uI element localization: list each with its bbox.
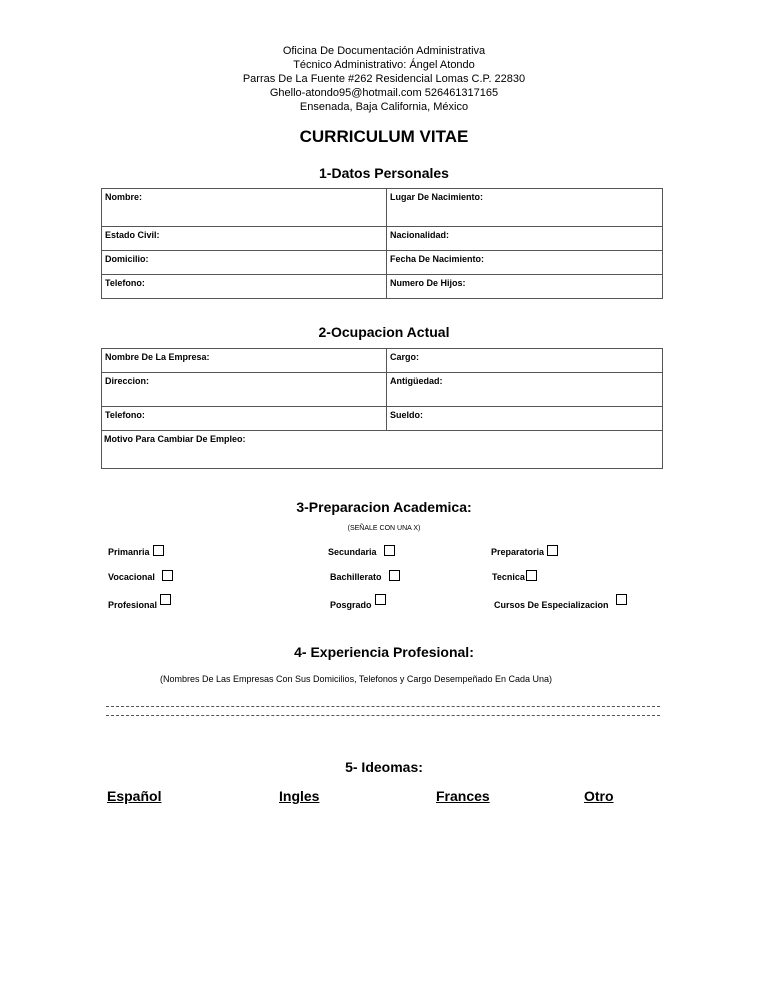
option-cursos	[494, 594, 627, 610]
checkbox-posgrado[interactable]	[375, 594, 386, 605]
option-primaria	[108, 545, 164, 557]
field-telefono-empresa[interactable]: Telefono:	[102, 407, 387, 431]
field-antiguedad[interactable]: Antigüedad:	[387, 373, 663, 407]
checkbox-primaria[interactable]	[153, 545, 164, 556]
field-motivo-cambio[interactable]: Motivo Para Cambiar De Empleo:	[102, 431, 663, 469]
language-otro: Otro	[584, 788, 614, 804]
field-nacionalidad[interactable]: Nacionalidad:	[387, 227, 663, 251]
contact-info: Ghello-atondo95@hotmail.com 526461317165	[269, 87, 499, 99]
office-name: Oficina De Documentación Administrativa	[282, 45, 486, 57]
technician-name: Técnico Administrativo: Ángel Atondo	[293, 59, 475, 71]
option-posgrado-label: Posgrado	[330, 600, 372, 610]
occupation-table	[101, 348, 663, 469]
checkbox-cursos[interactable]	[616, 594, 627, 605]
personal-data-table	[101, 188, 663, 299]
section-heading-education: 3-Preparacion Academica:	[296, 499, 472, 515]
field-cargo[interactable]: Cargo:	[387, 349, 663, 373]
option-vocacional	[108, 570, 173, 582]
language-ingles: Ingles	[279, 788, 320, 804]
section-heading-occupation: 2-Ocupacion Actual	[318, 324, 450, 340]
option-profesional-label: Profesional	[108, 600, 158, 610]
instruction-mark-x: (SEÑALE CON UNA X)	[347, 525, 421, 532]
field-fecha-nacimiento[interactable]: Fecha De Nacimiento:	[387, 251, 663, 275]
option-bachillerato-label: Bachillerato	[330, 572, 382, 582]
checkbox-vocacional[interactable]	[162, 570, 173, 581]
checkbox-preparatoria[interactable]	[547, 545, 558, 556]
option-preparatoria-label: Preparatoria	[491, 547, 545, 557]
option-vocacional-label: Vocacional	[108, 572, 155, 582]
option-profesional	[108, 594, 171, 610]
field-direccion[interactable]: Direccion:	[102, 373, 387, 407]
option-tecnica	[492, 570, 537, 582]
experience-line-2[interactable]	[106, 715, 660, 716]
language-frances: Frances	[436, 788, 490, 804]
checkbox-tecnica[interactable]	[526, 570, 537, 581]
letterhead	[0, 44, 768, 114]
field-nombre[interactable]: Nombre:	[102, 189, 387, 227]
document-title: CURRICULUM VITAE	[299, 127, 469, 146]
field-sueldo[interactable]: Sueldo:	[387, 407, 663, 431]
field-estado-civil[interactable]: Estado Civil:	[102, 227, 387, 251]
option-primaria-label: Primanria	[108, 547, 150, 557]
field-numero-hijos[interactable]: Numero De Hijos:	[387, 275, 663, 299]
address: Parras De La Fuente #262 Residencial Lomas C.P. 22830	[242, 73, 526, 85]
field-empresa[interactable]: Nombre De La Empresa:	[102, 349, 387, 373]
checkbox-secundaria[interactable]	[384, 545, 395, 556]
option-bachillerato	[330, 570, 400, 582]
option-preparatoria	[491, 545, 558, 557]
option-posgrado	[330, 594, 386, 610]
section-heading-personal: 1-Datos Personales	[319, 165, 449, 181]
field-domicilio[interactable]: Domicilio:	[102, 251, 387, 275]
experience-line-1[interactable]	[106, 706, 660, 707]
checkbox-bachillerato[interactable]	[389, 570, 400, 581]
section-heading-languages: 5- Ideomas:	[345, 759, 423, 775]
checkbox-profesional[interactable]	[160, 594, 171, 605]
field-telefono[interactable]: Telefono:	[102, 275, 387, 299]
option-tecnica-label: Tecnica	[492, 572, 525, 582]
option-secundaria	[328, 545, 395, 557]
language-espanol: Español	[107, 788, 162, 804]
experience-instructions: (Nombres De Las Empresas Con Sus Domicilios, Telefonos y Cargo Desempeñado En Cada Una)	[160, 674, 553, 684]
option-secundaria-label: Secundaria	[328, 547, 377, 557]
section-heading-experience: 4- Experiencia Profesional:	[294, 644, 474, 660]
field-lugar-nacimiento[interactable]: Lugar De Nacimiento:	[387, 189, 663, 227]
option-cursos-label: Cursos De Especializacion	[494, 600, 609, 610]
city: Ensenada, Baja California, México	[299, 101, 469, 113]
